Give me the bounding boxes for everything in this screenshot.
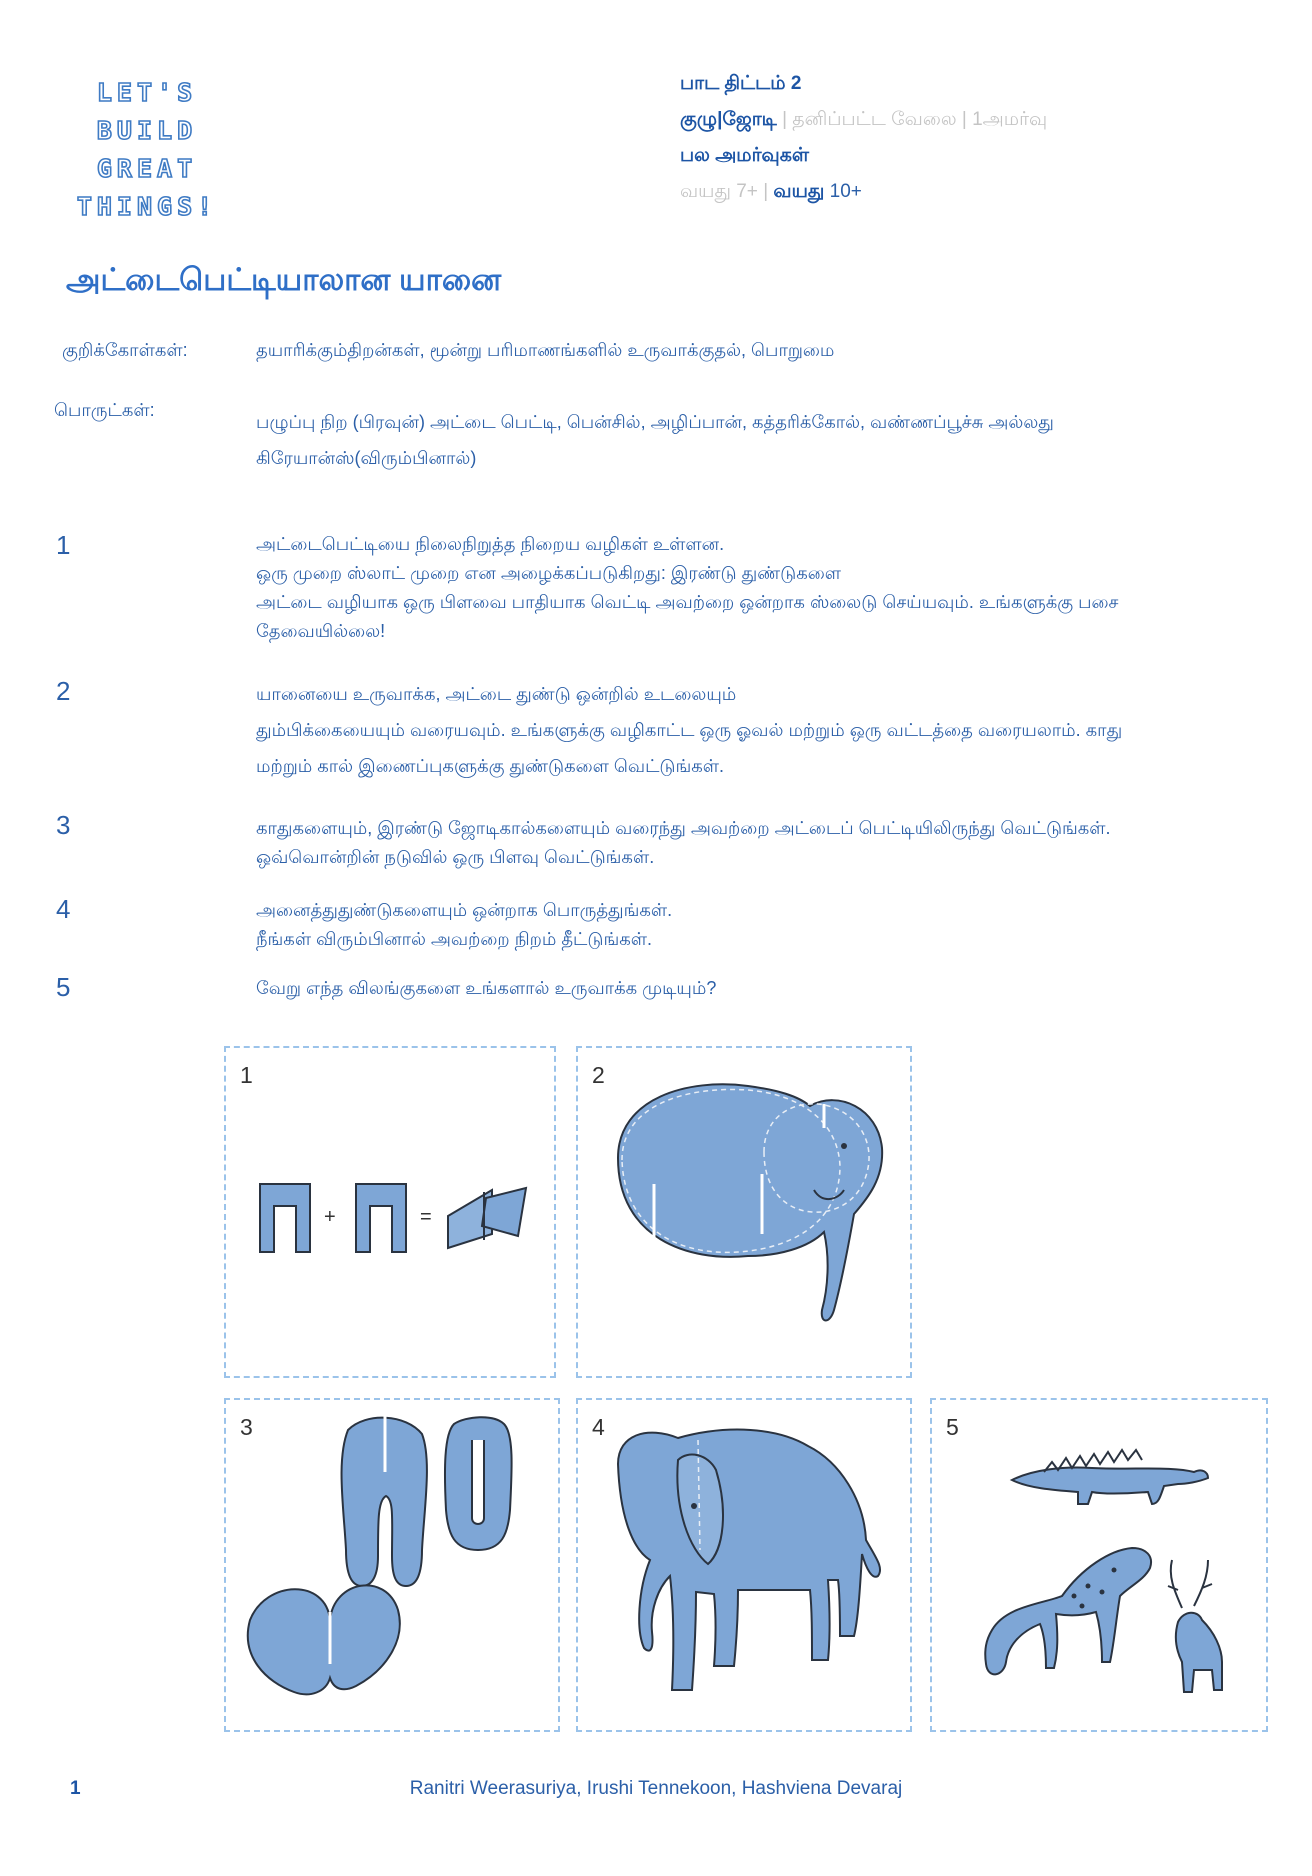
lesson-meta: பாட திட்டம் 2 குழு|ஜோடி | தனிப்பட்ட வேலை | 1அமர்வு பல அமர்வுகள் வயது 7+ | வயது 10+ xyxy=(680,73,1048,202)
page-title: அட்டைபெட்டியாலான யானை xyxy=(66,262,502,297)
logo-line: LET'S xyxy=(96,78,198,107)
step-text xyxy=(256,530,1256,646)
step-line: நீங்கள் விரும்பினால் அவற்றை நிறம் தீட்டுங்கள். xyxy=(256,929,652,949)
materials-label: பொருட்கள்: xyxy=(54,400,155,420)
logo-line: THINGS! xyxy=(76,192,218,221)
step-number: 1 xyxy=(56,530,71,560)
step-line: அட்டைபெட்டியை நிலைநிறுத்த நிறைய வழிகள் உள்ளன. xyxy=(256,534,725,554)
step-line: ஒவ்வொன்றின் நடுவில் ஒரு பிளவு வெட்டுங்கள். xyxy=(256,847,655,867)
step-text xyxy=(256,814,1256,872)
panel-number: 3 xyxy=(240,1414,253,1440)
materials-line: பழுப்பு நிற (பிரவுன்) அட்டை பெட்டி, பென்சில், அழிப்பான், கத்தரிக்கோல், வண்ணப்பூச்சு அல்லது xyxy=(256,412,1054,432)
illustration-panel-3 xyxy=(224,1398,560,1732)
plus-sign: + xyxy=(324,1206,336,1228)
credits: Ranitri Weerasuriya, Irushi Tennekoon, Hashviena Devaraj xyxy=(409,1778,903,1799)
logo-line: GREAT xyxy=(96,154,198,183)
materials-value xyxy=(256,404,1236,476)
step-line: யானையை உருவாக்க, அட்டை துண்டு ஒன்றில் உடலையும் xyxy=(256,684,737,704)
logo-line: BUILD xyxy=(96,116,198,145)
step-text xyxy=(256,974,1256,1003)
step-text xyxy=(256,896,1256,954)
panel-number: 2 xyxy=(592,1062,605,1088)
illustration-panel-5 xyxy=(930,1398,1268,1732)
slot-method-illustration xyxy=(226,1048,558,1380)
sessions: பல அமர்வுகள் xyxy=(680,145,810,166)
illustration-panel-1 xyxy=(224,1046,556,1378)
materials-line: கிரேயான்ஸ்(விரும்பினால்) xyxy=(256,448,477,468)
elephant-body-outline-illustration xyxy=(578,1048,914,1380)
age-label: வயது xyxy=(773,181,825,202)
objectives-label: குறிக்கோள்கள்: xyxy=(62,340,188,360)
panel-number: 5 xyxy=(946,1414,959,1440)
illustration-panel-4 xyxy=(576,1398,912,1732)
step-number: 4 xyxy=(56,894,71,924)
step-line: ஒரு முறை ஸ்லாட் முறை என அழைக்கப்படுகிறது: இரண்டு துண்டுகளை xyxy=(256,563,841,583)
step-line: தேவையில்லை! xyxy=(256,621,386,641)
step-line: மற்றும் கால் இணைப்புகளுக்கு துண்டுகளை வெட்டுங்கள். xyxy=(256,756,725,776)
age-value: 10+ xyxy=(829,181,862,202)
step-line: அனைத்துதுண்டுகளையும் ஒன்றாக பொருத்துங்கள். xyxy=(256,900,673,920)
group-options: தனிப்பட்ட வேலை | 1அமர்வு xyxy=(792,109,1048,130)
step-number: 3 xyxy=(56,810,71,840)
logo xyxy=(72,74,222,226)
assembled-elephant-illustration xyxy=(578,1400,914,1734)
step-line: அட்டை வழியாக ஒரு பிளவை பாதியாக வெட்டி அவற்றை ஒன்றாக ஸ்லைடு செய்யவும். உங்களுக்கு பசை xyxy=(256,592,1119,612)
other-animals-illustration xyxy=(932,1400,1270,1734)
illustration-panel-2 xyxy=(576,1046,912,1378)
panel-number: 4 xyxy=(592,1414,605,1440)
step-number: 2 xyxy=(56,676,71,706)
page-number: 1 xyxy=(70,1778,81,1799)
objectives-value: தயாரிக்கும்திறன்கள், மூன்று பரிமாணங்களில் உருவாக்குதல், பொறுமை xyxy=(256,340,835,360)
group-active: குழு|ஜோடி xyxy=(680,109,777,130)
lesson-plan: பாட திட்டம் 2 xyxy=(680,73,802,94)
panel-number: 1 xyxy=(240,1062,253,1088)
step-line: வேறு எந்த விலங்குகளை உங்களால் உருவாக்க முடியும்? xyxy=(256,978,717,998)
step-line: தும்பிக்கையையும் வரையவும். உங்களுக்கு வழிகாட்ட ஒரு ஓவல் மற்றும் ஒரு வட்டத்தை வரையலாம். காது xyxy=(256,720,1123,740)
step-text xyxy=(256,676,1256,784)
legs-and-ears-illustration xyxy=(226,1400,562,1734)
age-inactive: வயது 7+ xyxy=(680,181,758,202)
equals-sign: = xyxy=(420,1206,432,1228)
step-number: 5 xyxy=(56,972,71,1002)
step-line: காதுகளையும், இரண்டு ஜோடிகால்களையும் வரைந்து அவற்றை அட்டைப் பெட்டியிலிருந்து வெட்டுங்கள். xyxy=(256,818,1111,838)
